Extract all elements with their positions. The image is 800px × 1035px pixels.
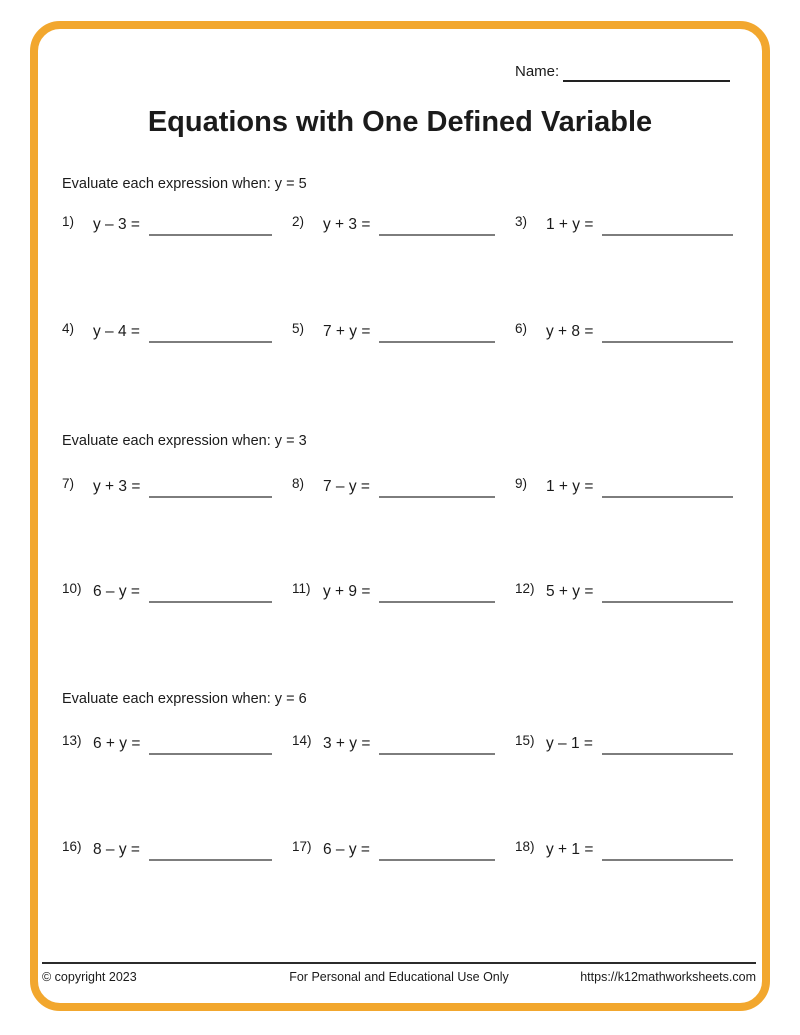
problem-number: 11)	[292, 581, 311, 596]
problem-1	[62, 210, 292, 236]
problem-row	[62, 472, 733, 498]
problem-11	[292, 577, 515, 603]
answer-blank-line	[379, 729, 495, 755]
problem-number: 1)	[62, 214, 75, 229]
problem-expression: 1 + y =	[546, 478, 594, 495]
footer-site-url: https://k12mathworksheets.com	[580, 970, 756, 984]
problem-4	[62, 317, 292, 343]
problem-expression: y – 4 =	[93, 323, 140, 340]
problem-number: 15)	[515, 733, 535, 748]
problem-number: 16)	[62, 839, 82, 854]
problem-expression: 1 + y =	[546, 216, 594, 233]
answer-blank-line	[379, 210, 495, 236]
page-title: Equations with One Defined Variable	[147, 106, 653, 138]
problem-expression: 5 + y =	[546, 583, 594, 600]
problem-number: 9)	[515, 476, 528, 491]
answer-blank-line	[379, 317, 495, 343]
answer-blank-line	[149, 472, 272, 498]
problem-10	[62, 577, 292, 603]
problem-expression: y – 3 =	[93, 216, 140, 233]
problem-row	[62, 577, 733, 603]
problem-2	[292, 210, 515, 236]
problem-13	[62, 729, 292, 755]
problem-9	[515, 472, 733, 498]
answer-blank-line	[602, 210, 733, 236]
problem-expression: 6 – y =	[93, 583, 140, 600]
problem-expression: y + 9 =	[323, 583, 371, 600]
problem-expression: 6 – y =	[323, 841, 370, 858]
footer	[42, 962, 756, 984]
problem-number: 6)	[515, 321, 528, 336]
problem-number: 14)	[292, 733, 312, 748]
problem-expression: y + 1 =	[546, 841, 594, 858]
answer-blank-line	[602, 835, 733, 861]
problem-number: 10)	[62, 581, 82, 596]
footer-copyright: © copyright 2023	[42, 970, 137, 984]
problem-16	[62, 835, 292, 861]
answer-blank-line	[602, 317, 733, 343]
name-label: Name:	[515, 63, 560, 80]
problem-number: 12)	[515, 581, 535, 596]
name-field-row	[515, 58, 730, 82]
problem-number: 18)	[515, 839, 535, 854]
answer-blank-line	[602, 729, 733, 755]
problem-expression: 6 + y =	[93, 735, 141, 752]
footer-usage-note: For Personal and Educational Use Only	[289, 970, 509, 984]
answer-blank-line	[379, 577, 495, 603]
answer-blank-line	[379, 472, 495, 498]
section-2-instruction: Evaluate each expression when: y = 3	[62, 433, 307, 449]
problem-3	[515, 210, 733, 236]
problem-12	[515, 577, 733, 603]
section-1-instruction: Evaluate each expression when: y = 5	[62, 176, 307, 192]
problem-17	[292, 835, 515, 861]
problem-expression: 8 – y =	[93, 841, 140, 858]
problem-number: 8)	[292, 476, 305, 491]
problem-expression: y + 8 =	[546, 323, 594, 340]
problem-row	[62, 317, 733, 343]
answer-blank-line	[602, 577, 733, 603]
section-3-instruction: Evaluate each expression when: y = 6	[62, 691, 307, 707]
answer-blank-line	[149, 317, 272, 343]
problem-15	[515, 729, 733, 755]
problem-expression: 7 – y =	[323, 478, 370, 495]
problem-number: 4)	[62, 321, 75, 336]
decorative-border-frame	[30, 21, 770, 1011]
problem-expression: y + 3 =	[93, 478, 141, 495]
problem-expression: y – 1 =	[546, 735, 593, 752]
problem-expression: y + 3 =	[323, 216, 371, 233]
problem-number: 17)	[292, 839, 312, 854]
answer-blank-line	[379, 835, 495, 861]
problem-number: 3)	[515, 214, 528, 229]
problem-row	[62, 729, 733, 755]
problem-number: 7)	[62, 476, 75, 491]
problem-number: 13)	[62, 733, 82, 748]
problem-6	[515, 317, 733, 343]
problem-expression: 7 + y =	[323, 323, 371, 340]
problem-expression: 3 + y =	[323, 735, 371, 752]
problem-number: 2)	[292, 214, 305, 229]
problem-8	[292, 472, 515, 498]
answer-blank-line	[149, 577, 272, 603]
problem-14	[292, 729, 515, 755]
problem-5	[292, 317, 515, 343]
answer-blank-line	[149, 729, 272, 755]
answer-blank-line	[602, 472, 733, 498]
problem-row	[62, 835, 733, 861]
problem-row	[62, 210, 733, 236]
problem-18	[515, 835, 733, 861]
name-blank-line	[563, 58, 730, 82]
problem-7	[62, 472, 292, 498]
answer-blank-line	[149, 210, 272, 236]
problem-number: 5)	[292, 321, 305, 336]
answer-blank-line	[149, 835, 272, 861]
